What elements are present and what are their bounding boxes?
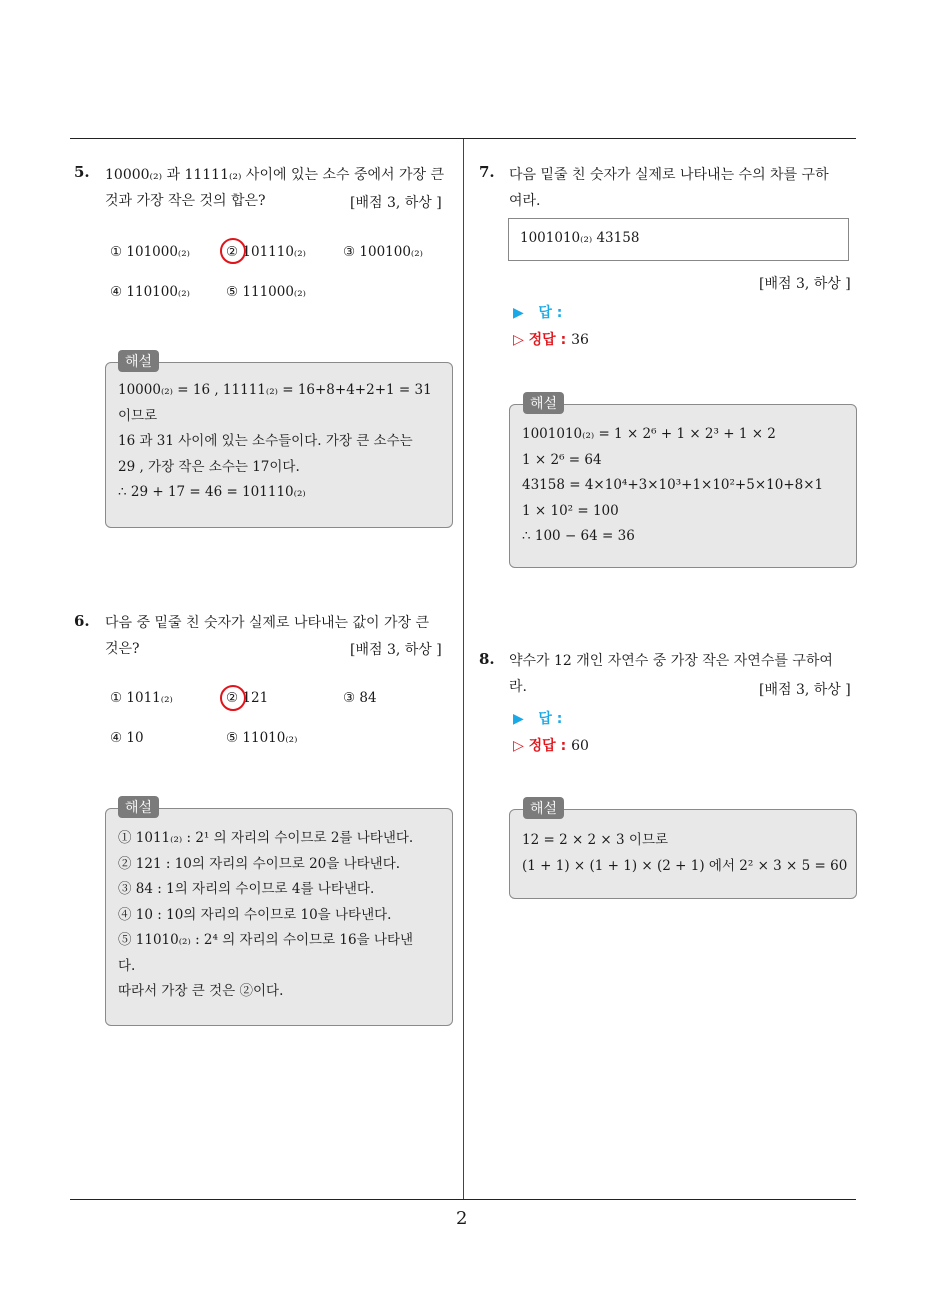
q5-text-line2: 것과 가장 작은 것의 합은?: [105, 193, 266, 209]
q7-sol-line: 43158 = 4×10⁴+3×10³+1×10²+5×10+8×1: [522, 477, 824, 493]
q5-choice-2[interactable]: ② 101110₍₂₎: [226, 244, 306, 260]
q7-text-line2: 여라.: [509, 193, 541, 209]
q6-solution: [118, 826, 413, 1005]
q7-number: 7.: [479, 163, 495, 181]
q7-text-line1: 다음 밑줄 친 숫자가 실제로 나타내는 수의 차를 구하: [509, 167, 829, 183]
play-icon: ▶: [513, 305, 524, 321]
page-number: 2: [456, 1208, 468, 1229]
q5-solution-tag: 해설: [118, 350, 159, 372]
q7-sol-line: ∴ 100 − 64 = 36: [522, 528, 635, 544]
q6-text-line2: 것은?: [105, 641, 140, 657]
q8-sol-line: (1 + 1) × (1 + 1) × (2 + 1) 에서 2² × 3 × 5 = 60: [522, 857, 848, 874]
bottom-rule: [70, 1199, 856, 1200]
q7-sol-line: 1 × 10² = 100: [522, 502, 619, 519]
q7-correct-value: 36: [571, 332, 589, 348]
q7-solution-tag: 해설: [523, 392, 564, 414]
q5-correct-mark: [220, 238, 246, 264]
q6-choice-5[interactable]: ⑤ 11010₍₂₎: [226, 730, 298, 746]
q8-correct-label: 정답 :: [528, 738, 567, 754]
q6-choice-4[interactable]: ④ 10: [110, 730, 144, 746]
q6-choice-2[interactable]: ② 121: [226, 690, 269, 706]
outline-play-icon: ▷: [513, 332, 524, 348]
q5-number: 5.: [74, 163, 90, 181]
q5-choice-1[interactable]: ① 101000₍₂₎: [110, 244, 190, 260]
q5-choice-5[interactable]: ⑤ 111000₍₂₎: [226, 284, 306, 300]
outline-play-icon: ▷: [513, 738, 524, 754]
q7-meta: [배점 3, 하상 ]: [759, 276, 851, 292]
q7-text: [509, 162, 859, 214]
q5-sol-line: 10000₍₂₎ = 16 , 11111₍₂₎ = 16+8+4+2+1 = 31: [118, 382, 432, 398]
q5-meta: [배점 3, 하상 ]: [350, 195, 442, 211]
q7-answer-row[interactable]: [513, 302, 562, 322]
q8-text-line2: 라.: [509, 679, 527, 695]
q7-sol-line: 1001010₍₂₎ = 1 × 2⁶ + 1 × 2³ + 1 × 2: [522, 426, 776, 442]
q6-correct-mark: [220, 685, 246, 711]
q8-correct-row: [513, 735, 589, 755]
q6-sol-line: ③ 84 : 1의 자리의 수이므로 4를 나타낸다.: [118, 881, 375, 897]
q5-text-line1: 10000₍₂₎ 과 11111₍₂₎ 사이에 있는 소수 중에서 가장 큰: [105, 167, 444, 183]
q5-choice-3[interactable]: ③ 100100₍₂₎: [343, 244, 423, 260]
play-icon: ▶: [513, 711, 524, 727]
q6-sol-line: ⑤ 11010₍₂₎ : 2⁴ 의 자리의 수이므로 16을 나타낸: [118, 932, 414, 948]
q6-sol-line: ② 121 : 10의 자리의 수이므로 20을 나타낸다.: [118, 855, 401, 872]
q5-sol-line: 16 과 31 사이에 있는 소수들이다. 가장 큰 소수는: [118, 433, 413, 449]
q6-text-line1: 다음 중 밑줄 친 숫자가 실제로 나타내는 값이 가장 큰: [105, 615, 430, 631]
q7-solution: [522, 422, 823, 550]
q8-solution: [522, 828, 847, 879]
q8-meta: [배점 3, 하상 ]: [759, 682, 851, 698]
q5-sol-line: 이므로: [118, 407, 158, 424]
q5-sol-line: 29 , 가장 작은 소수는 17이다.: [118, 458, 300, 475]
q6-solution-tag: 해설: [118, 796, 159, 818]
q7-answer-label: 답 :: [538, 305, 563, 321]
q5-solution: [118, 378, 432, 506]
q8-correct-value: 60: [571, 738, 589, 754]
q5-choice-4[interactable]: ④ 110100₍₂₎: [110, 284, 190, 300]
q6-choice-1[interactable]: ① 1011₍₂₎: [110, 690, 173, 706]
q6-sol-line: 따라서 가장 큰 것은 ②이다.: [118, 983, 284, 999]
q8-answer-label: 답 :: [538, 711, 563, 727]
q8-answer-row[interactable]: [513, 708, 562, 728]
q8-text-line1: 약수가 12 개인 자연수 중 가장 작은 자연수를 구하여: [509, 653, 833, 669]
q7-correct-row: [513, 329, 589, 349]
q6-sol-line: 다.: [118, 957, 136, 974]
q7-sol-line: 1 × 2⁶ = 64: [522, 451, 602, 468]
q6-choice-3[interactable]: ③ 84: [343, 690, 377, 706]
q6-sol-line: ① 1011₍₂₎ : 2¹ 의 자리의 수이므로 2를 나타낸다.: [118, 830, 414, 846]
q8-sol-line: 12 = 2 × 2 × 3 이므로: [522, 832, 669, 848]
q8-solution-tag: 해설: [523, 797, 564, 819]
q6-meta: [배점 3, 하상 ]: [350, 642, 442, 658]
q7-given: 1001010₍₂₎ 43158: [520, 230, 640, 246]
q7-correct-label: 정답 :: [528, 332, 567, 348]
q8-number: 8.: [479, 650, 495, 668]
q6-sol-line: ④ 10 : 10의 자리의 수이므로 10을 나타낸다.: [118, 906, 392, 923]
column-divider: [463, 139, 464, 1200]
q6-number: 6.: [74, 612, 90, 630]
q5-sol-line: ∴ 29 + 17 = 46 = 101110₍₂₎: [118, 484, 306, 500]
